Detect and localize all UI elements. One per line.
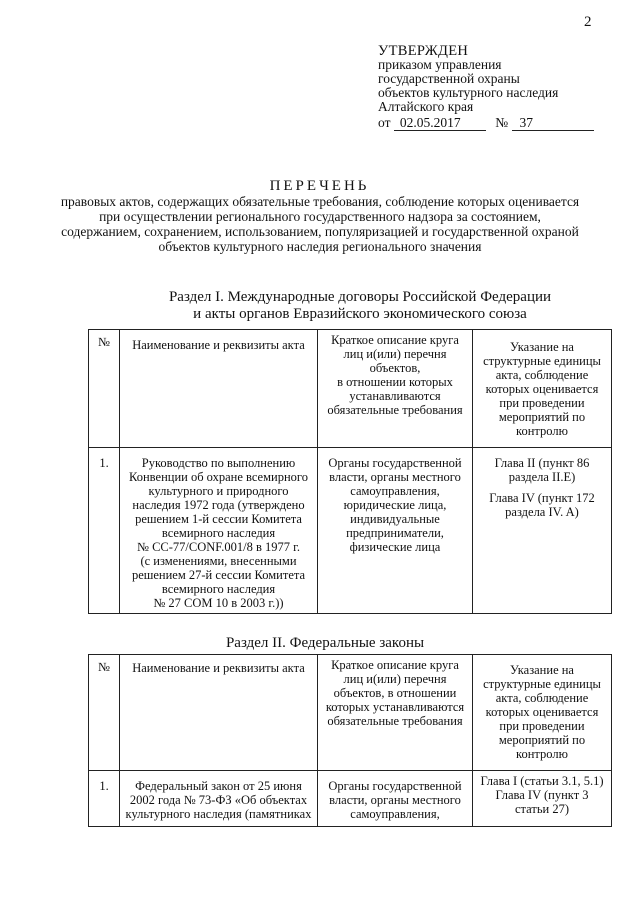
order-number: 37 (512, 116, 594, 131)
header-units: Указание на структурные единицы акта, соблюдение которых оценивается при проведении мероприятий по контролю (473, 330, 612, 448)
approval-line: приказом управления (378, 57, 502, 72)
approval-date-row (378, 116, 608, 131)
table-row (89, 771, 612, 827)
row-units: Глава I (статьи 3.1, 5.1) Глава IV (пункт 3 статьи 27) (473, 771, 612, 827)
section-2-table (88, 654, 612, 827)
row-description: Органы государственной власти, органы местного самоуправления, (318, 771, 473, 827)
header-units: Указание на структурные единицы акта, соблюдение которых оценивается при проведении мероприятий по контролю (473, 655, 612, 771)
section-2-title: Раздел II. Федеральные законы (225, 635, 425, 651)
row-units-item: Глава IV (пункт 172 раздела IV. A) (489, 491, 595, 519)
header-num: № (89, 330, 120, 448)
row-units (473, 448, 612, 614)
header-name: Наименование и реквизиты акта (120, 330, 318, 448)
approval-line: Алтайского края (378, 99, 474, 114)
document-title: ПЕРЕЧЕНЬ (269, 178, 370, 194)
row-num: 1. (89, 448, 120, 614)
number-prefix: № (495, 115, 509, 130)
approval-heading: УТВЕРЖДЕН (378, 43, 469, 59)
approval-line: объектов культурного наследия (378, 85, 559, 100)
row-units-item: Глава II (пункт 86 раздела II.E) (494, 456, 590, 484)
approval-block (378, 44, 608, 131)
document-subtitle: правовых актов, содержащих обязательные требования, соблюдение которых оценивается при осуществлении регионального государственного надзора за состоянием, содержанием, сохранением, использованием, популяризацией и государственной охраной объектов культурного наследия регионального значения (60, 194, 580, 254)
header-description: Краткое описание круга лиц и(или) перечня объектов, в отношении которых устанавливаются обязательные требования (318, 655, 473, 771)
table-header-row (89, 655, 612, 771)
header-description: Краткое описание круга лиц и(или) перечня объектов, в отношении которых устанавливаются обязательные требования (318, 330, 473, 448)
row-name: Руководство по выполнению Конвенции об охране всемирного культурного и природного наследия 1972 года (утверждено решением 1-й сессии Комитета всемирного наследия № CC-77/CONF.001/8 в 1977 г. (с изменениями, внесенными решением 27-й сессии Комитета всемирного наследия № 27 COM 10 в 2003 г.)) (120, 448, 318, 614)
page-number: 2 (584, 14, 592, 30)
order-date: 02.05.2017 (394, 116, 486, 131)
table-header-row (89, 330, 612, 448)
row-num: 1. (89, 771, 120, 827)
date-prefix: от (378, 115, 391, 130)
section-1-title (150, 289, 570, 323)
header-name: Наименование и реквизиты акта (120, 655, 318, 771)
section-1-title-line: и акты органов Евразийского экономического союза (193, 306, 527, 322)
approval-line: государственной охраны (378, 71, 520, 86)
table-row (89, 448, 612, 614)
section-1-table (88, 329, 612, 614)
row-name: Федеральный закон от 25 июня 2002 года № 73-ФЗ «Об объектах культурного наследия (памятниках (120, 771, 318, 827)
section-1-title-line: Раздел I. Международные договоры Российской Федерации (168, 289, 552, 305)
row-description: Органы государственной власти, органы местного самоуправления, юридические лица, индивидуальные предприниматели, физические лица (318, 448, 473, 614)
header-num: № (89, 655, 120, 771)
